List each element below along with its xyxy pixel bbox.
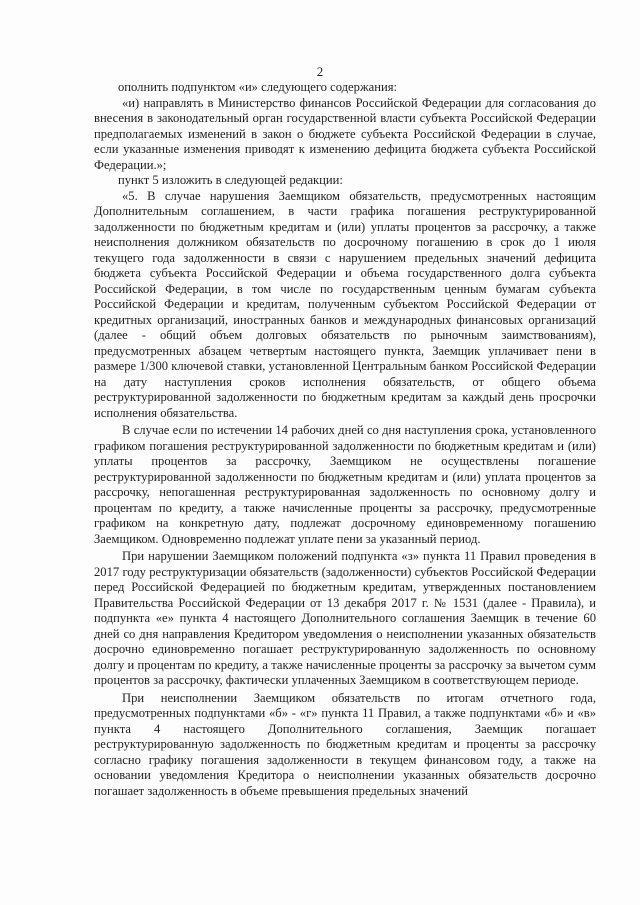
document-body xyxy=(94,80,596,799)
paragraph-item-5-intro: пункт 5 изложить в следующей редакции: xyxy=(118,173,343,187)
paragraph-nonfulfillment: При неисполнении Заемщиком обязательств по итогам отчетного года, предусмотренных подпунктами «б» - «г» пункта 11 Правил, а также подпунктами «б» и «в» пункта 4 настоящего Дополнительного соглашения, Заемщик погашает реструктурированную задолженность по бюджетным кредитам и проценты за рассрочку согласно графику погашения задолженности в текущем финансовом году, а также на основании уведомления Кредитора о неисполнении указанных обязательств досрочно погашает задолженность в объеме превышения предельных значений xyxy=(94,690,596,798)
paragraph-intro: ополнить подпунктом «и» следующего содержания: xyxy=(118,80,398,94)
page-number: 2 xyxy=(316,64,324,79)
paragraph-item-5: «5. В случае нарушения Заемщиком обязательств, предусмотренных настоящим Дополнительным соглашением, в части графика погашения реструктурированной задолженности по бюджетным кредитам и (или) уплаты процентов за рассрочку, а также неисполнения должником обязательств по досрочному погашению в срок до 1 июля текущего года задолженности в связи с нарушением предельных значений дефицита бюджета субъекта Российской Федерации и объема государственного долга субъекта Российской Федерации, в том числе по государственным ценным бумагам субъекта Российской Федерации и кредитам, полученным субъектом Российской Федерации от кредитных организаций, иностранных банков и международных финансовых организаций (далее - общий объем долговых обязательств по рыночным заимствованиям), предусмотренных абзацем четвертым настоящего пункта, Заемщик уплачивает пени в размере 1/300 ключевой ставки, установленной Центральным банком Российской Федерации на дату наступления сроков исполнения обязательств, от общего объема реструктурированной задолженности по бюджетным кредитам за каждый день просрочки исполнения обязательства. xyxy=(94,188,596,420)
paragraph-violation: При нарушении Заемщиком положений подпункта «з» пункта 11 Правил проведения в 2017 году реструктуризации обязательств (задолженности) субъектов Российской Федерации перед Российской Федерацией по бюджетным кредитам, утвержденных постановлением Правительства Российской Федерации от 13 декабря 2017 г. № 1531 (далее - Правила), и подпункта «е» пункта 4 настоящего Дополнительного соглашения Заемщик в течение 60 дней со дня направления Кредитором уведомления о неисполнении указанных обязательств досрочно единовременно погашает реструктурированную задолженность по основному долгу и процентам по кредиту, а также начисленные проценты за рассрочку за вычетом сумм процентов за рассрочку, фактически уплаченных Заемщиком в соответствующем периоде. xyxy=(94,549,596,687)
paragraph-overdue: В случае если по истечении 14 рабочих дней со дня наступления срока, установленного графиком погашения реструктурированной задолженности по бюджетным кредитам и (или) уплаты процентов за рассрочку, Заемщиком не осуществлены погашение реструктурированной задолженности по бюджетным кредитам и (или) уплата процентов за рассрочку, непогашенная реструктурированная задолженность по основному долгу и процентам по кредиту, а также начисленные проценты за рассрочку, предусмотренные графиком на конкретную дату, подлежат досрочному единовременному погашению Заемщиком. Одновременно подлежат уплате пени за указанный период. xyxy=(94,423,596,546)
paragraph-subitem-i: «и) направлять в Министерство финансов Российской Федерации для согласования до внесения в законодательный орган государственной власти субъекта Российской Федерации предполагаемых изменений в закон о бюджете субъекта Российской Федерации в случае, если указанные изменения приводят к изменению дефицита бюджета субъекта Российской Федерации.»; xyxy=(94,95,596,172)
